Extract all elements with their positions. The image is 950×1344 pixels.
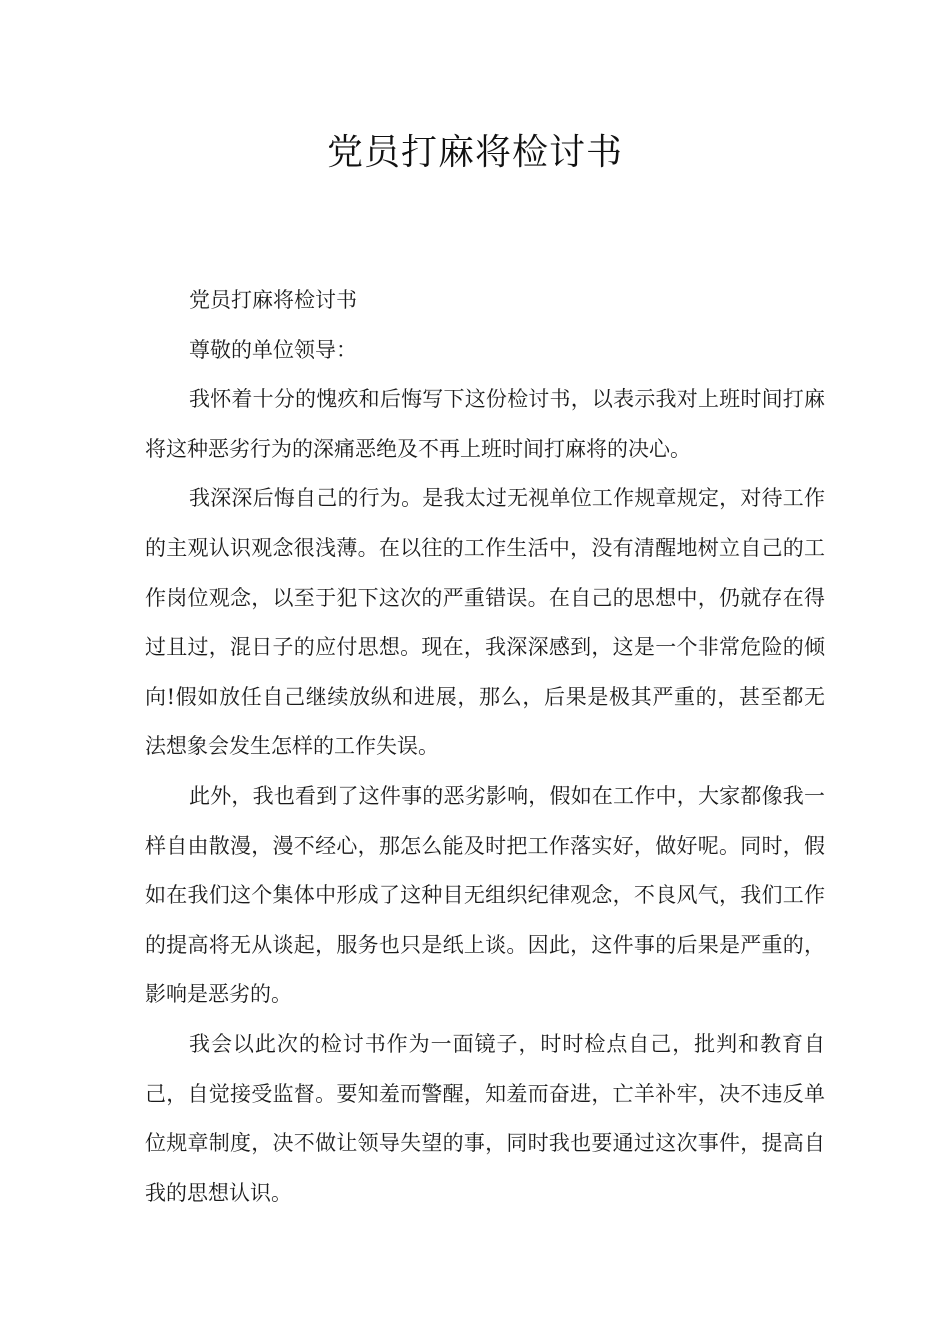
paragraph-4: 我会以此次的检讨书作为一面镜子，时时检点自己，批判和教育自己，自觉接受监督。要知羞而警醒，知羞而奋进，亡羊补牢，决不违反单位规章制度，决不做让领导失望的事，同时我也要通过这次事件，提高自我的思想认识。: [145, 1031, 825, 1205]
paragraph-1: 我怀着十分的愧疚和后悔写下这份检讨书，以表示我对上班时间打麻将这种恶劣行为的深痛恶绝及不再上班时间打麻将的决心。: [145, 387, 825, 461]
document-body: [145, 276, 825, 1218]
paragraph-2: 我深深后悔自己的行为。是我太过无视单位工作规章规定，对待工作的主观认识观念很浅薄。在以往的工作生活中，没有清醒地树立自己的工作岗位观念，以至于犯下这次的严重错误。在自己的思想中，仍就存在得过且过，混日子的应付思想。现在，我深深感到，这是一个非常危险的倾向!假如放任自己继续放纵和进展，那么，后果是极其严重的，甚至都无法想象会发生怎样的工作失误。: [145, 486, 825, 759]
document-title: 党员打麻将检讨书: [326, 132, 623, 173]
salutation: 尊敬的单位领导：: [189, 337, 357, 362]
document-heading-line: 党员打麻将检讨书: [189, 288, 357, 312]
paragraph-3: 此外，我也看到了这件事的恶劣影响，假如在工作中，大家都像我一样自由散漫，漫不经心，那怎么能及时把工作落实好，做好呢。同时，假如在我们这个集体中形成了这种目无组织纪律观念，不良风气，我们工作的提高将无从谈起，服务也只是纸上谈。因此，这件事的后果是严重的，影响是恶劣的。: [145, 783, 825, 1007]
